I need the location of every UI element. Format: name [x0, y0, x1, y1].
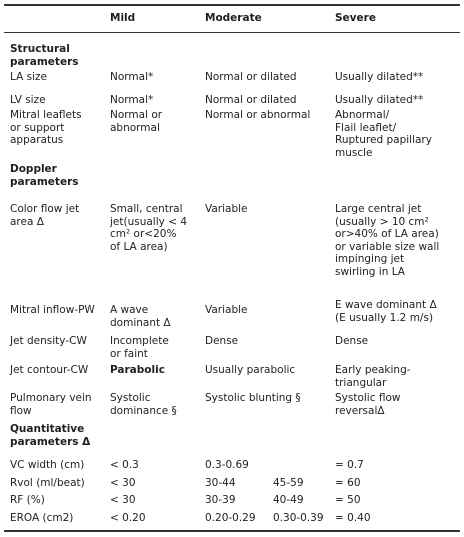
row-label-lv-size: LV size [10, 94, 46, 106]
row-moderate-mitral-leaflets: Normal or abnormal [205, 109, 311, 121]
row-severe-jet-contour: Early peaking- triangular [335, 364, 411, 389]
row-label-rf: RF (%) [10, 494, 45, 506]
row-moderate-la-size: Normal or dilated [205, 71, 297, 83]
row-mild-mitral-leaflets: Normal or abnormal [110, 109, 163, 134]
header-mild: Mild [110, 12, 136, 24]
section-quantitative: Quantitative parameters Δ [10, 423, 91, 448]
section-structural: Structural parameters [10, 43, 79, 68]
row-mild-jet-contour: Parabolic [110, 364, 165, 376]
row-moderate-mitral-inflow: Variable [205, 304, 248, 316]
top-rule [4, 4, 460, 6]
row-label-mitral-inflow: Mitral inflow-PW [10, 304, 95, 316]
row-mild-lv-size: Normal* [110, 94, 154, 106]
row-moderate-rf: 30-39 [205, 494, 236, 506]
row-severe-pulmonary-vein: Systolic flow reversalΔ [335, 392, 401, 417]
row-severe-lv-size: Usually dilated** [335, 94, 424, 106]
row-severe-color-flow: Large central jet (usually > 10 cm² or>40% of LA area) or variable size wall impinging jet swirling in LA [335, 203, 440, 278]
row-severe-rvol: = 60 [335, 477, 361, 489]
row-mild-mitral-inflow: A wave dominant Δ [110, 304, 171, 329]
row-mild-rvol: < 30 [110, 477, 136, 489]
row-label-color-flow: Color flow jet area Δ [10, 203, 80, 228]
row-severe-mitral-inflow: E wave dominant Δ (E usually 1.2 m/s) [335, 299, 437, 324]
row-severe-mitral-leaflets: Abnormal/ Flail leaflet/ Ruptured papillary muscle [335, 109, 432, 159]
row-moderate-eroa: 0.20-0.29 [205, 512, 256, 524]
row-severe-jet-density: Dense [335, 335, 369, 347]
row-mild-rf: < 30 [110, 494, 136, 506]
row-label-jet-contour: Jet contour-CW [10, 364, 89, 376]
row-moderate-jet-contour: Usually parabolic [205, 364, 296, 376]
row-label-vc-width: VC width (cm) [10, 459, 85, 471]
row-moderate-vc-width: 0.3-0.69 [205, 459, 249, 471]
section-doppler: Doppler parameters [10, 163, 79, 188]
row-mild-la-size: Normal* [110, 71, 154, 83]
row-moderate-rvol: 30-44 [205, 477, 236, 489]
row-moderate-b-eroa: 0.30-0.39 [273, 512, 324, 524]
row-moderate-b-rf: 40-49 [273, 494, 304, 506]
header-moderate: Moderate [205, 12, 262, 24]
row-severe-eroa: = 0.40 [335, 512, 371, 524]
row-mild-eroa: < 0.20 [110, 512, 146, 524]
row-moderate-jet-density: Dense [205, 335, 239, 347]
row-label-eroa: EROA (cm2) [10, 512, 74, 524]
row-moderate-b-rvol: 45-59 [273, 477, 304, 489]
header-severe: Severe [335, 12, 376, 24]
row-label-pulmonary-vein: Pulmonary vein flow [10, 392, 92, 417]
row-moderate-pulmonary-vein: Systolic blunting § [205, 392, 301, 404]
row-moderate-lv-size: Normal or dilated [205, 94, 297, 106]
row-mild-color-flow: Small, central jet(usually < 4 cm² or<20% of LA area) [110, 203, 188, 253]
row-severe-rf: = 50 [335, 494, 361, 506]
row-label-mitral-leaflets: Mitral leaflets or support apparatus [10, 109, 82, 147]
bottom-rule [4, 530, 460, 532]
row-moderate-color-flow: Variable [205, 203, 248, 215]
row-mild-vc-width: < 0.3 [110, 459, 139, 471]
row-label-jet-density: Jet density-CW [10, 335, 87, 347]
row-label-la-size: LA size [10, 71, 47, 83]
header-rule [4, 32, 460, 33]
row-mild-pulmonary-vein: Systolic dominance § [110, 392, 177, 417]
row-mild-jet-density: Incomplete or faint [110, 335, 169, 360]
row-severe-la-size: Usually dilated** [335, 71, 424, 83]
row-label-rvol: Rvol (ml/beat) [10, 477, 85, 489]
row-severe-vc-width: = 0.7 [335, 459, 364, 471]
